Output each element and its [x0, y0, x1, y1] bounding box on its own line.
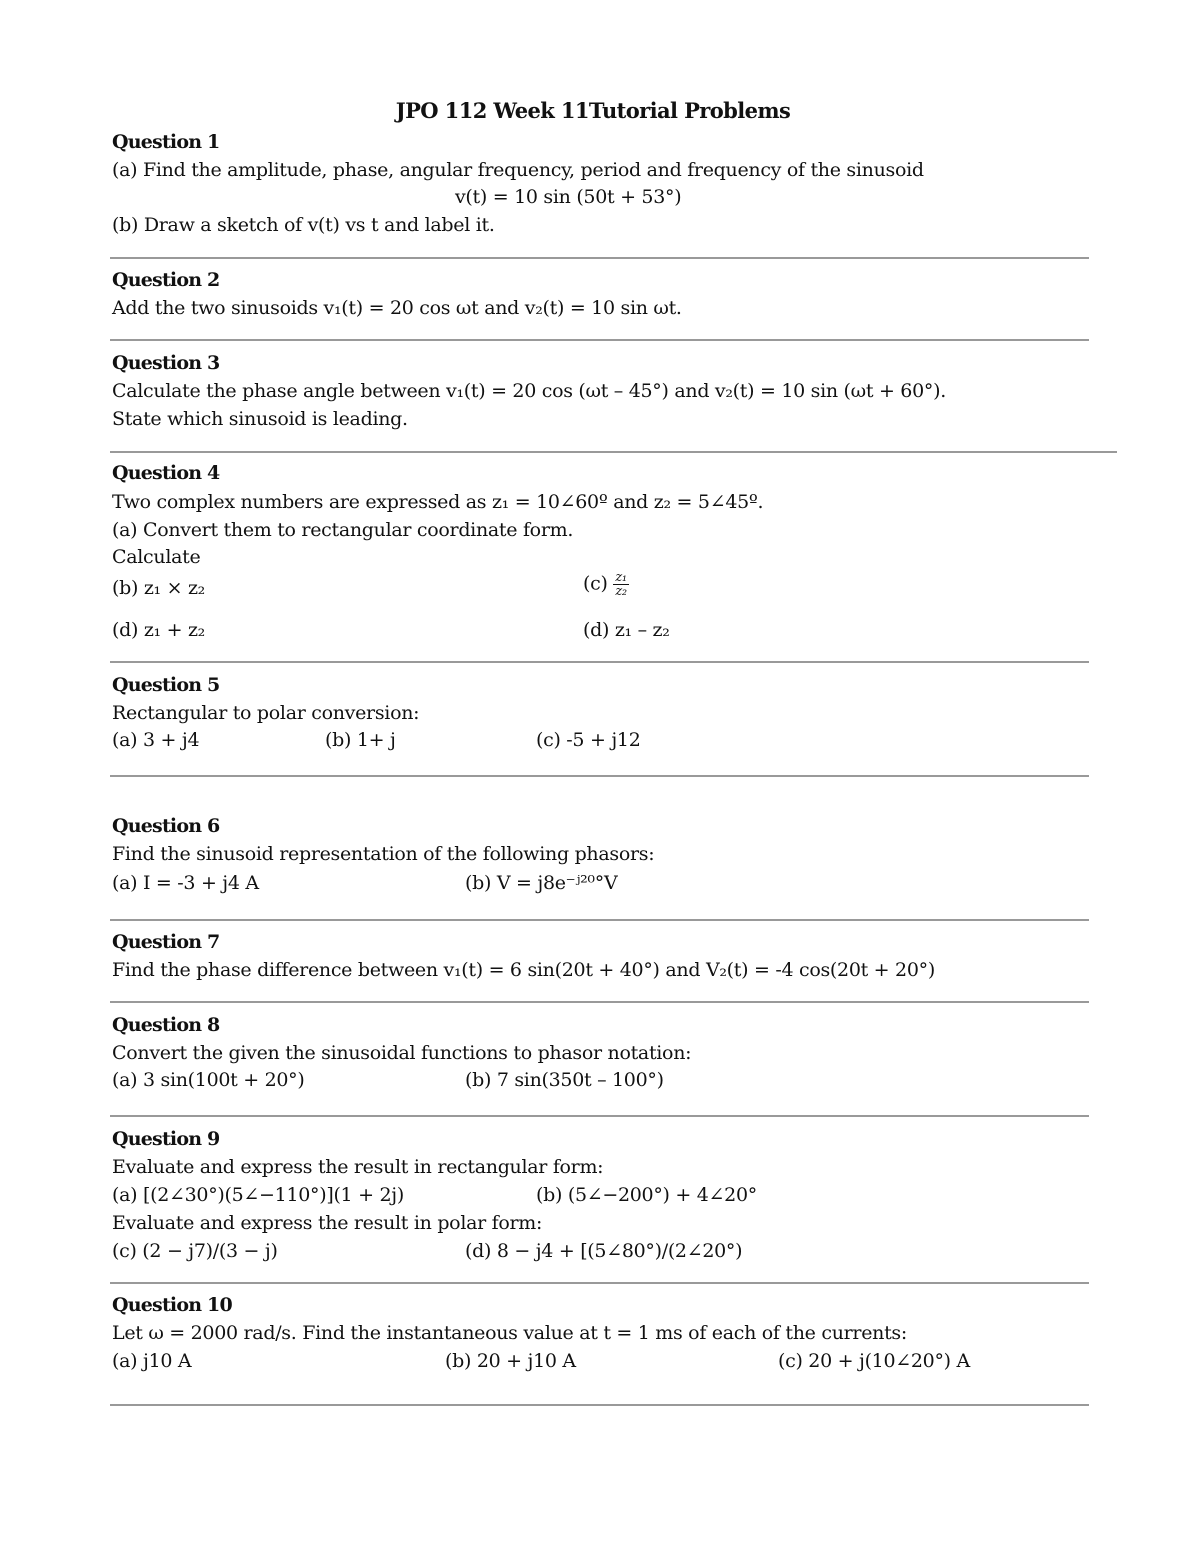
- question-7-heading: Question 7: [112, 931, 220, 953]
- question-8-text: Convert the given the sinusoidal functions to phasor notation:: [112, 1042, 692, 1064]
- question-10-heading: Question 10: [112, 1294, 232, 1316]
- page-title: JPO 112 Week 11Tutorial Problems: [395, 98, 791, 123]
- question-1-part-b: (b) Draw a sketch of v(t) vs t and label it.: [112, 214, 495, 236]
- divider: [110, 1404, 1089, 1406]
- question-9-part-b: (b) (5∠−200°) + 4∠20°: [536, 1184, 757, 1206]
- question-6-heading: Question 6: [112, 815, 220, 837]
- question-2-heading: Question 2: [112, 269, 220, 291]
- question-4-part-a: (a) Convert them to rectangular coordinate form.: [112, 519, 574, 541]
- question-4-part-c: [583, 571, 629, 598]
- question-8-part-b: (b) 7 sin(350t – 100°): [465, 1069, 664, 1091]
- question-10-part-a: (a) j10 A: [112, 1350, 192, 1372]
- question-4-part-b: (b) z₁ × z₂: [112, 577, 205, 599]
- question-5-part-a: (a) 3 + j4: [112, 729, 200, 751]
- question-1-part-a: (a) Find the amplitude, phase, angular frequency, period and frequency of the sinusoid: [112, 159, 924, 181]
- question-9-polar-instruction: Evaluate and express the result in polar form:: [112, 1212, 543, 1234]
- question-4-part-d-sum: (d) z₁ + z₂: [112, 619, 205, 641]
- divider: [110, 919, 1089, 921]
- question-9-part-a: (a) [(2∠30°)(5∠−110°)](1 + 2j): [112, 1184, 404, 1206]
- question-4-part-c-label: (c): [583, 572, 608, 595]
- question-5-heading: Question 5: [112, 674, 220, 696]
- question-5-text: Rectangular to polar conversion:: [112, 702, 420, 724]
- question-10-part-b: (b) 20 + j10 A: [445, 1350, 576, 1372]
- question-4-heading: Question 4: [112, 462, 220, 484]
- question-5-part-b: (b) 1+ j: [325, 729, 396, 751]
- question-8-heading: Question 8: [112, 1014, 220, 1036]
- question-3-heading: Question 3: [112, 352, 220, 374]
- question-3-text-2: State which sinusoid is leading.: [112, 408, 408, 430]
- question-6-part-b: (b) V = j8e⁻ʲ²⁰°V: [465, 872, 618, 894]
- fraction-numerator: z₁: [615, 570, 627, 585]
- question-4-calculate: Calculate: [112, 546, 201, 568]
- question-6-text: Find the sinusoid representation of the following phasors:: [112, 843, 655, 865]
- divider: [110, 257, 1089, 259]
- question-10-text: Let ω = 2000 rad/s. Find the instantaneous value at t = 1 ms of each of the currents:: [112, 1322, 907, 1344]
- question-9-part-c: (c) (2 − j7)/(3 − j): [112, 1240, 278, 1262]
- question-7-text: Find the phase difference between v₁(t) = 6 sin(20t + 40°) and V₂(t) = -4 cos(20t + 20°): [112, 959, 935, 981]
- divider: [110, 1001, 1089, 1003]
- fraction-denominator: z₂: [615, 584, 627, 599]
- question-8-part-a: (a) 3 sin(100t + 20°): [112, 1069, 305, 1091]
- question-2-text: Add the two sinusoids v₁(t) = 20 cos ωt and v₂(t) = 10 sin ωt.: [112, 297, 682, 319]
- question-10-part-c: (c) 20 + j(10∠20°) A: [778, 1350, 970, 1372]
- divider: [110, 661, 1089, 663]
- question-1-equation: v(t) = 10 sin (50t + 53°): [455, 186, 682, 208]
- question-4-part-d-difference: (d) z₁ – z₂: [583, 619, 670, 641]
- divider: [110, 1282, 1089, 1284]
- question-3-text: Calculate the phase angle between v₁(t) = 20 cos (ωt – 45°) and v₂(t) = 10 sin (ωt + 60°).: [112, 380, 946, 402]
- divider: [110, 1115, 1089, 1117]
- fraction: [613, 571, 628, 598]
- divider: [110, 451, 1117, 453]
- question-9-heading: Question 9: [112, 1128, 220, 1150]
- question-9-rectangular-instruction: Evaluate and express the result in rectangular form:: [112, 1156, 604, 1178]
- question-4-text: Two complex numbers are expressed as z₁ = 10∠60º and z₂ = 5∠45º.: [112, 491, 764, 513]
- question-6-part-a: (a) I = -3 + j4 A: [112, 872, 259, 894]
- question-9-part-d: (d) 8 − j4 + [(5∠80°)/(2∠20°): [465, 1240, 743, 1262]
- question-5-part-c: (c) -5 + j12: [536, 729, 641, 751]
- divider: [110, 339, 1089, 341]
- divider: [110, 775, 1089, 777]
- question-1-heading: Question 1: [112, 131, 220, 153]
